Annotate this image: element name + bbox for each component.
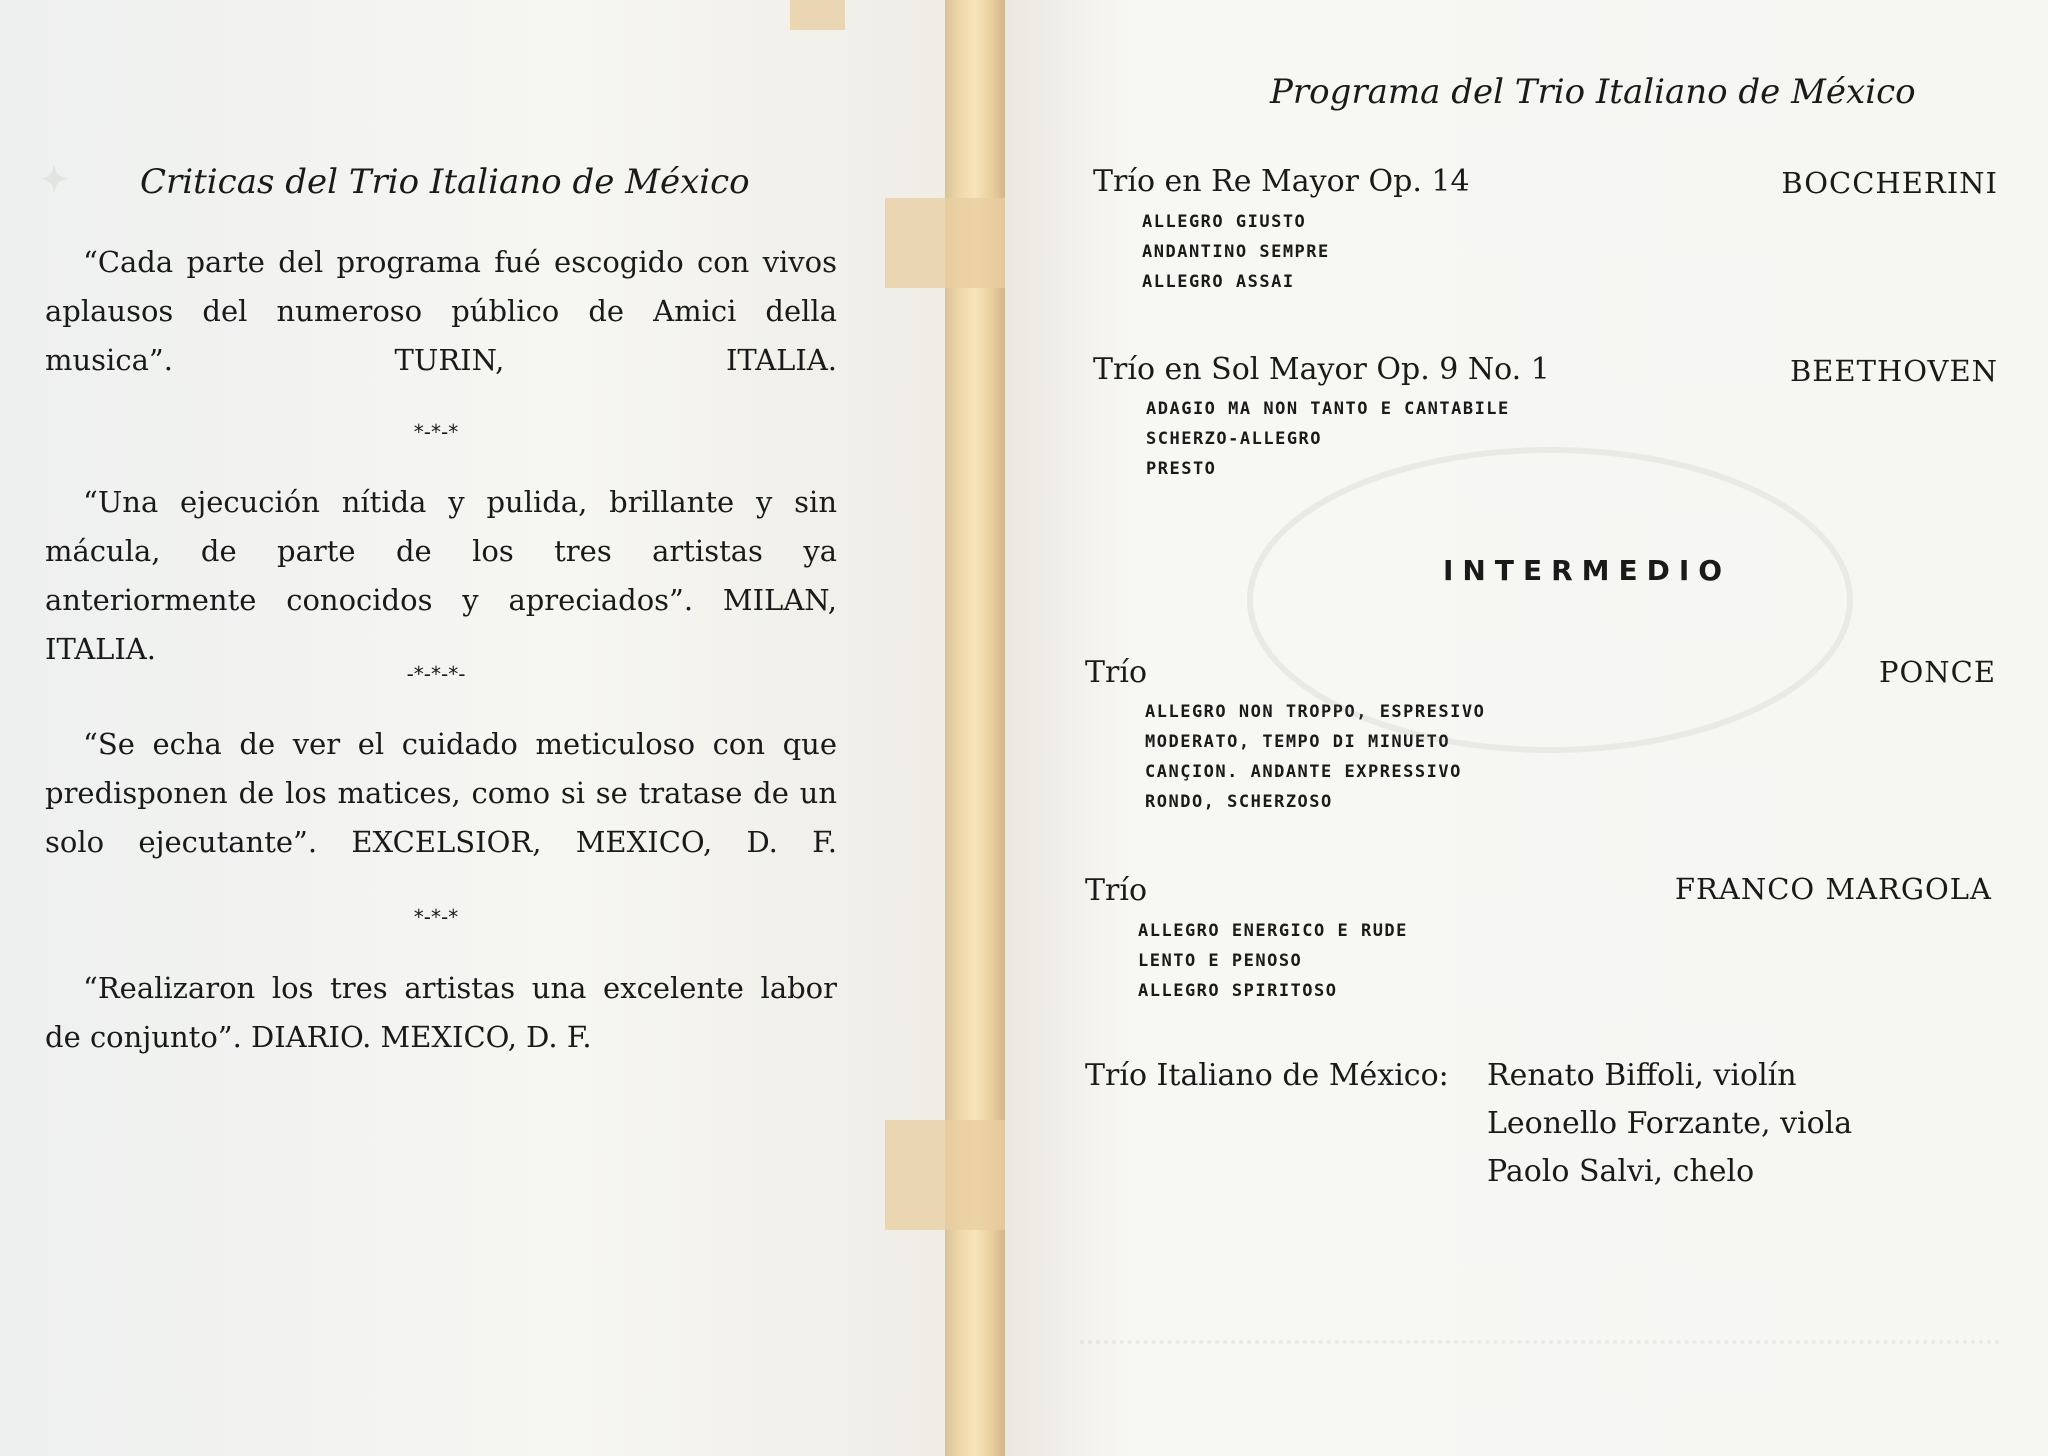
- program-title: Programa del Trio Italiano de México: [1270, 72, 1916, 112]
- left-page: [0, 0, 945, 1456]
- show-through-mark: ✦: [40, 160, 69, 200]
- review-source: EXCELSIOR, MEXICO, D. F.: [351, 825, 838, 859]
- movement: ALLEGRO ENERGICO E RUDE: [1138, 921, 1408, 941]
- movement: ALLEGRO GIUSTO: [1142, 212, 1307, 232]
- movement: ADAGIO MA NON TANTO E CANTABILE: [1146, 399, 1510, 419]
- movement: ALLEGRO SPIRITOSO: [1138, 981, 1338, 1001]
- review-quote: “Cada parte del programa fué escogido con vivos aplausos del numeroso público de Amici della musica”.: [45, 245, 837, 377]
- movement: ALLEGRO NON TROPPO, ESPRESIVO: [1145, 702, 1486, 722]
- movement: LENTO E PENOSO: [1138, 951, 1303, 971]
- intermission-heading: INTERMEDIO: [1443, 554, 1732, 587]
- work-title: Trío: [1085, 873, 1148, 908]
- separator: *-*-*: [413, 420, 459, 444]
- review-quote: “Realizaron los tres artistas una excelente labor de conjunto”.: [45, 971, 837, 1054]
- work-title: Trío en Re Mayor Op. 14: [1093, 164, 1470, 199]
- movement: MODERATO, TEMPO DI MINUETO: [1145, 732, 1451, 752]
- movement-list: [1138, 916, 1408, 1006]
- movement: ALLEGRO ASSAI: [1142, 272, 1295, 292]
- review-source: DIARIO. MEXICO, D. F.: [251, 1020, 592, 1054]
- show-through-border: [1080, 1340, 2000, 1374]
- member-violin: Renato Biffoli, violín: [1487, 1058, 1797, 1093]
- work-title: Trío: [1085, 655, 1148, 690]
- tape-strip-bottom: [885, 1120, 1005, 1230]
- movement: ANDANTINO SEMPRE: [1142, 242, 1330, 262]
- separator: -*-*-*-: [406, 662, 466, 686]
- movement: RONDO, SCHERZOSO: [1145, 792, 1333, 812]
- review-source: TURIN, ITALIA.: [394, 343, 838, 377]
- review-4: [45, 964, 837, 1062]
- member-viola: Leonello Forzante, viola: [1487, 1106, 1853, 1141]
- review-source: MILAN, ITALIA.: [45, 583, 837, 666]
- movement: PRESTO: [1146, 459, 1217, 479]
- review-quote: “Se echa de ver el cuidado meticuloso con que predisponen de los matices, como si se tratase de un solo ejecutante”.: [45, 727, 837, 859]
- tape-strip-top: [885, 198, 1005, 288]
- ensemble-label: Trío Italiano de México:: [1085, 1058, 1449, 1093]
- movement: CANÇION. ANDANTE EXPRESSIVO: [1145, 762, 1462, 782]
- show-through-emblem: [1240, 440, 1860, 760]
- composer-name: BOCCHERINI: [1781, 166, 1998, 200]
- review-2: [45, 478, 837, 723]
- composer-name: BEETHOVEN: [1789, 354, 1998, 388]
- review-3: [45, 720, 837, 916]
- tape-strip-corner: [790, 0, 845, 30]
- composer-name: FRANCO MARGOLA: [1674, 872, 1992, 906]
- composer-name: PONCE: [1878, 655, 1996, 689]
- work-title: Trío en Sol Mayor Op. 9 No. 1: [1093, 352, 1550, 387]
- reviews-title: Criticas del Trio Italiano de México: [140, 162, 750, 202]
- separator: *-*-*: [413, 905, 459, 929]
- review-quote: “Una ejecución nítida y pulida, brillante y sin mácula, de parte de los tres artistas ya anteriormente conocidos y apreciados”.: [45, 485, 837, 617]
- review-1: [45, 238, 837, 434]
- movement: SCHERZO-ALLEGRO: [1146, 429, 1323, 449]
- movement-list: [1142, 207, 1330, 297]
- member-cello: Paolo Salvi, chelo: [1487, 1154, 1755, 1189]
